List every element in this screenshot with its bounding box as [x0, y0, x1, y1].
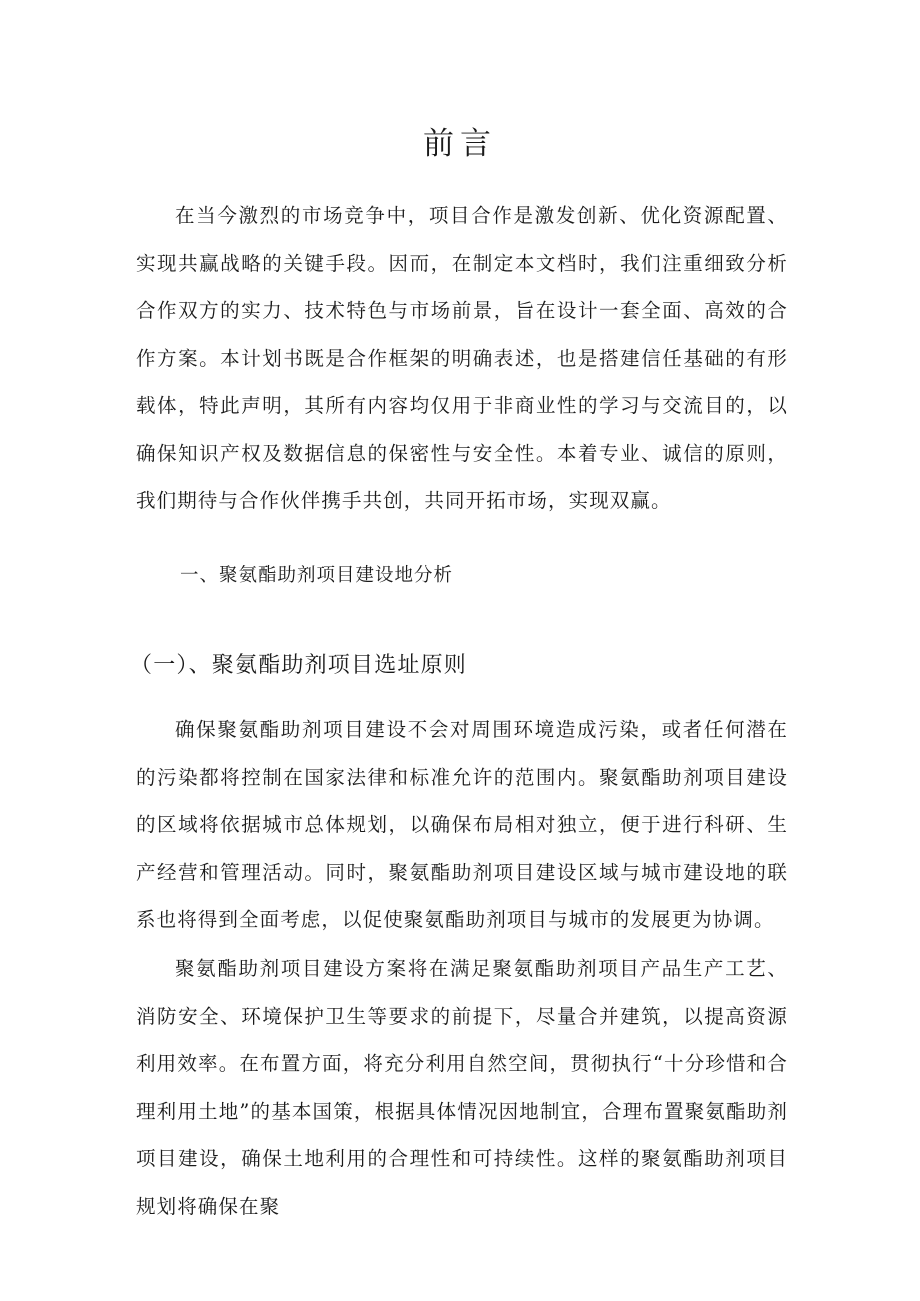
body-paragraph-2: 聚氨酯助剂项目建设方案将在满足聚氨酯助剂项目产品生产工艺、消防安全、环境保护卫生等要求的前提下，尽量合并建筑，以提高资源利用效率。在布置方面，将充分利用自然空间，贯彻执行“十分珍惜和合理利用土地”的基本国策，根据具体情况因地制宜，合理布置聚氨酯助剂项目建设，确保土地利用的合理性和可持续性。这样的聚氨酯助剂项目规划将确保在聚 — [136, 957, 788, 1218]
page-title: 前言 — [423, 126, 497, 162]
subsection-heading: （一）、聚氨酯助剂项目选址原则 — [130, 653, 468, 678]
preface-paragraph: 在当今激烈的市场竞争中，项目合作是激发创新、优化资源配置、实现共赢战略的关键手段。因而，在制定本文档时，我们注重细致分析合作双方的实力、技术特色与市场前景，旨在设计一套全面、高效的合作方案。本计划书既是合作框架的明确表述，也是搭建信任基础的有形载体，特此声明，其所有内容均仅用于非商业性的学习与交流目的，以确保知识产权及数据信息的保密性与安全性。本着专业、诚信的原则，我们期待与合作伙伴携手共创，共同开拓市场，实现双赢。 — [136, 204, 788, 512]
body-paragraph-1: 确保聚氨酯助剂项目建设不会对周围环境造成污染，或者任何潜在的污染都将控制在国家法律和标准允许的范围内。聚氨酯助剂项目建设的区域将依据城市总体规划，以确保布局相对独立，便于进行科研、生产经营和管理活动。同时，聚氨酯助剂项目建设区域与城市建设地的联系也将得到全面考虑，以促使聚氨酯助剂项目与城市的发展更为协调。 — [136, 718, 788, 931]
section-heading: 一、聚氨酯助剂项目建设地分析 — [180, 565, 454, 586]
